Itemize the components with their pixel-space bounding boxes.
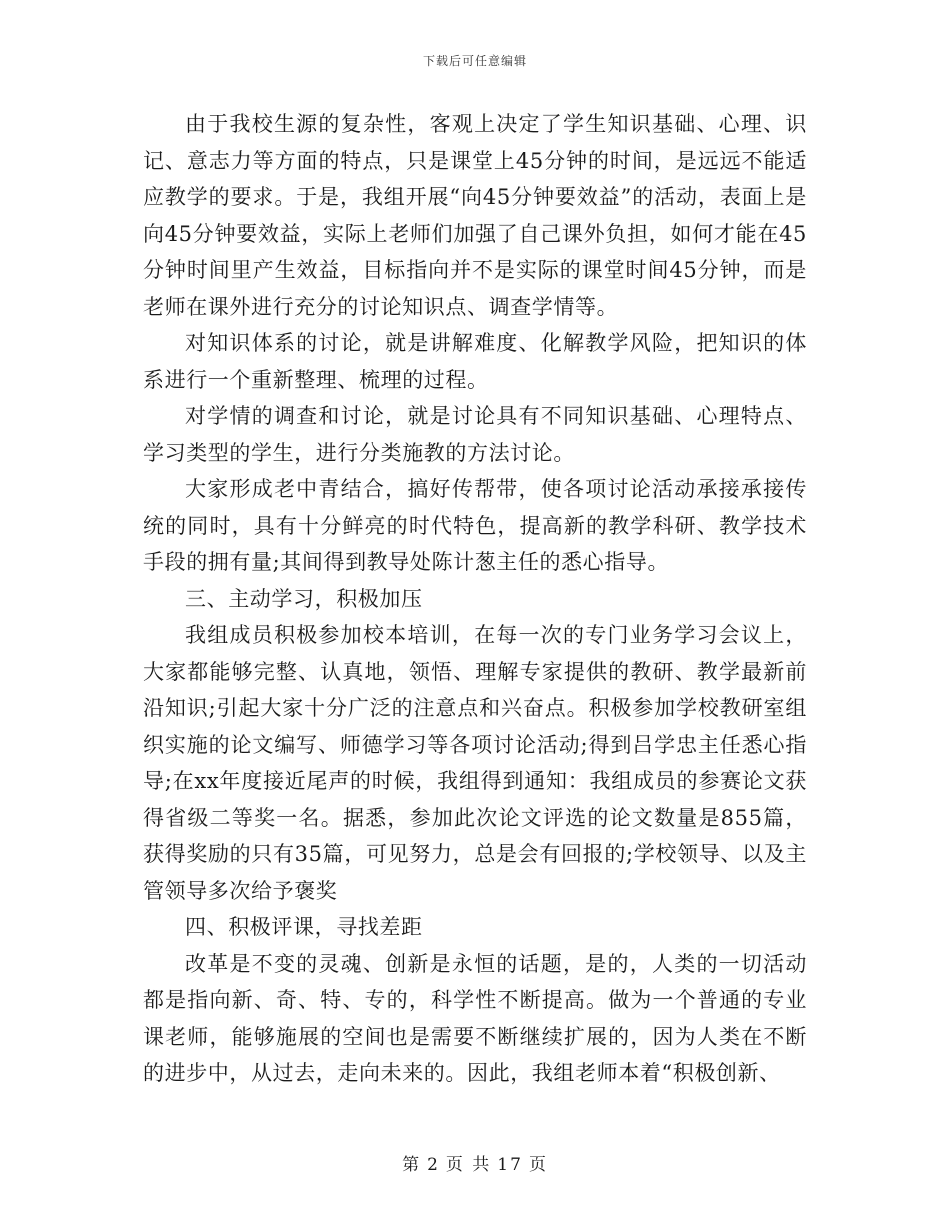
page-header: 下载后可任意编辑 [422,54,527,68]
paragraph-5: 我组成员积极参加校本培训，在每一次的专门业务学习会议上，大家都能够完整、认真地，领悟、理解专家提供的教研、教学最新前沿知识;引起大家十分广泛的注意点和兴奋点。积极参加学校教研室组织实施的论文编写、师德学习等各项讨论活动;得到吕学忠主任悉心指导;在xx年度接近尾声的时候，我组得到通知：我组成员的参赛论文获得省级二等奖一名。据悉，参加此次论文评选的论文数量是855篇，获得奖励的只有35篇，可见努力，总是会有回报的;学校领导、以及主管领导多次给予褒奖 [143,623,807,903]
paragraph-2: 对知识体系的讨论，就是讲解难度、化解教学风险，把知识的体系进行一个重新整理、梳理的过程。 [143,331,807,392]
footer-prefix: 第 [402,1155,422,1175]
footer-total-pages: 17 [497,1155,523,1175]
paragraph-6: 改革是不变的灵魂、创新是永恒的话题，是的，人类的一切活动都是指向新、奇、特、专的，科学性不断提高。做为一个普通的专业课老师，能够施展的空间也是需要不断继续扩展的，因为人类在不断的进步中，从过去，走向未来的。因此，我组老师本着“积极创新、 [143,951,807,1085]
footer-suffix: 页 [528,1155,548,1175]
footer-page-number: 2 [427,1155,440,1175]
paragraph-4: 大家形成老中青结合，搞好传帮带，使各项讨论活动承接承接传统的同时，具有十分鲜亮的时代特色，提高新的教学科研、教学技术手段的拥有量;其间得到教导处陈计葱主任的悉心指导。 [143,477,807,574]
page-footer [0,1150,950,1175]
section-heading-4: 四、积极评课，寻找差距 [185,915,423,939]
footer-middle: 页 共 [445,1155,492,1175]
paragraph-3: 对学情的调查和讨论，就是讨论具有不同知识基础、心理特点、学习类型的学生，进行分类施教的方法讨论。 [143,404,807,465]
section-heading-3: 三、主动学习，积极加压 [185,586,423,611]
paragraph-1: 由于我校生源的复杂性，客观上决定了学生知识基础、心理、识记、意志力等方面的特点，只是课堂上45分钟的时间，是远远不能适应教学的要求。于是，我组开展“向45分钟要效益”的活动，表面上是向45分钟要效益，实际上老师们加强了自己课外负担，如何才能在45分钟时间里产生效益，目标指向并不是实际的课堂时间45分钟，而是老师在课外进行充分的讨论知识点、调查学情等。 [143,112,807,319]
document-body [143,106,807,1092]
